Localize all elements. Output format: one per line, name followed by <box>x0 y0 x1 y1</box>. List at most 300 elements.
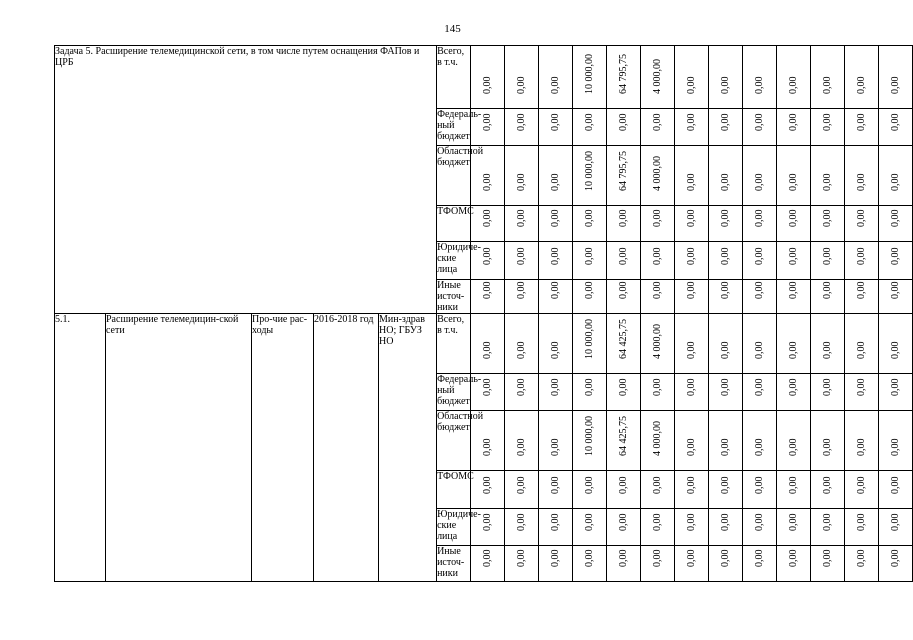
amount-value: 0,00 <box>549 281 561 299</box>
task-amount-cell <box>709 280 743 314</box>
task-amount-cell <box>573 280 607 314</box>
amount-value: 0,00 <box>787 76 799 94</box>
amount-value: 0,00 <box>855 76 867 94</box>
item-amount-cell <box>505 546 539 582</box>
amount-value: 0,00 <box>549 173 561 191</box>
task-amount-cell <box>777 46 811 109</box>
amount-value: 0,00 <box>753 113 765 131</box>
amount-value: 4 000,00 <box>651 421 663 456</box>
amount-value: 0,00 <box>481 173 493 191</box>
task-amount-cell <box>539 146 573 206</box>
amount-value: 0,00 <box>855 378 867 396</box>
item-amount-cell <box>471 314 505 374</box>
task-amount-cell <box>505 206 539 242</box>
task-amount-cell <box>641 109 675 146</box>
amount-value: 0,00 <box>889 513 901 531</box>
item-amount-cell <box>743 471 777 509</box>
amount-value: 0,00 <box>719 76 731 94</box>
amount-value: 0,00 <box>617 281 629 299</box>
amount-value: 0,00 <box>787 549 799 567</box>
item-amount-cell <box>641 374 675 411</box>
amount-value: 0,00 <box>549 476 561 494</box>
item-amount-cell <box>675 314 709 374</box>
amount-value: 0,00 <box>515 341 527 359</box>
task-amount-cell <box>743 46 777 109</box>
item-amount-cell <box>641 471 675 509</box>
item-amount-cell <box>505 471 539 509</box>
amount-value: 0,00 <box>515 113 527 131</box>
task-funding-source: Иные источ-ники <box>437 280 471 314</box>
item-amount-cell <box>471 374 505 411</box>
task-amount-cell <box>505 280 539 314</box>
item-amount-cell <box>811 546 845 582</box>
amount-value: 0,00 <box>787 378 799 396</box>
amount-value: 0,00 <box>719 549 731 567</box>
amount-value: 0,00 <box>821 173 833 191</box>
amount-value: 0,00 <box>583 209 595 227</box>
item-amount-cell <box>743 314 777 374</box>
amount-value: 0,00 <box>855 173 867 191</box>
item-amount-cell <box>811 509 845 546</box>
amount-value: 0,00 <box>719 341 731 359</box>
task-amount-cell <box>471 280 505 314</box>
amount-value: 4 000,00 <box>651 59 663 94</box>
amount-value: 10 000,00 <box>583 319 595 359</box>
task-amount-cell <box>573 109 607 146</box>
amount-value: 0,00 <box>889 549 901 567</box>
amount-value: 0,00 <box>787 513 799 531</box>
amount-value: 64 425,75 <box>617 319 629 359</box>
task-amount-cell <box>471 146 505 206</box>
amount-value: 0,00 <box>889 209 901 227</box>
item-amount-cell <box>573 374 607 411</box>
item-amount-cell <box>777 411 811 471</box>
amount-value: 0,00 <box>617 513 629 531</box>
task-amount-cell <box>641 146 675 206</box>
amount-value: 64 795,75 <box>617 151 629 191</box>
amount-value: 0,00 <box>855 438 867 456</box>
amount-value: 0,00 <box>787 173 799 191</box>
task-amount-cell <box>743 206 777 242</box>
item-amount-cell <box>777 374 811 411</box>
item-amount-cell <box>607 546 641 582</box>
amount-value: 0,00 <box>855 513 867 531</box>
amount-value: 0,00 <box>719 247 731 265</box>
item-amount-cell <box>573 509 607 546</box>
task-amount-cell <box>811 146 845 206</box>
task-amount-cell <box>505 146 539 206</box>
amount-value: 0,00 <box>821 341 833 359</box>
item-funding-source: Всего, в т.ч. <box>437 314 471 374</box>
amount-value: 0,00 <box>685 341 697 359</box>
item-amount-cell <box>879 471 913 509</box>
amount-value: 0,00 <box>617 209 629 227</box>
amount-value: 0,00 <box>583 113 595 131</box>
item-amount-cell <box>743 509 777 546</box>
task-amount-cell <box>709 242 743 280</box>
amount-value: 0,00 <box>515 173 527 191</box>
task-amount-cell <box>471 46 505 109</box>
item-amount-cell <box>641 411 675 471</box>
item-amount-cell <box>743 546 777 582</box>
amount-value: 0,00 <box>889 76 901 94</box>
amount-value: 0,00 <box>719 209 731 227</box>
amount-value: 0,00 <box>855 247 867 265</box>
amount-value: 0,00 <box>889 173 901 191</box>
item-amount-cell <box>845 509 879 546</box>
amount-value: 0,00 <box>583 549 595 567</box>
task-amount-cell <box>573 146 607 206</box>
task-amount-cell <box>845 109 879 146</box>
item-amount-cell <box>709 509 743 546</box>
item-amount-cell <box>471 471 505 509</box>
amount-value: 0,00 <box>685 513 697 531</box>
item-funding-source: Областной бюджет <box>437 411 471 471</box>
task-amount-cell <box>471 206 505 242</box>
budget-table-body <box>55 46 913 582</box>
item-amount-cell <box>607 314 641 374</box>
amount-value: 0,00 <box>855 476 867 494</box>
item-amount-cell <box>845 471 879 509</box>
task-funding-source: ТФОМС <box>437 206 471 242</box>
amount-value: 0,00 <box>685 247 697 265</box>
item-amount-cell <box>675 411 709 471</box>
amount-value: 0,00 <box>685 173 697 191</box>
task-amount-cell <box>709 146 743 206</box>
task-amount-cell <box>879 146 913 206</box>
amount-value: 0,00 <box>549 513 561 531</box>
amount-value: 0,00 <box>821 209 833 227</box>
task-amount-cell <box>539 242 573 280</box>
amount-value: 0,00 <box>855 549 867 567</box>
item-amount-cell <box>811 471 845 509</box>
amount-value: 0,00 <box>481 113 493 131</box>
task-amount-cell <box>675 109 709 146</box>
item-amount-cell <box>539 471 573 509</box>
amount-value: 64 425,75 <box>617 416 629 456</box>
task-amount-cell <box>607 206 641 242</box>
amount-value: 0,00 <box>549 438 561 456</box>
amount-value: 0,00 <box>583 513 595 531</box>
amount-value: 0,00 <box>753 476 765 494</box>
amount-value: 0,00 <box>481 281 493 299</box>
item-amount-cell <box>879 546 913 582</box>
amount-value: 0,00 <box>821 438 833 456</box>
task-amount-cell <box>539 280 573 314</box>
item-amount-cell <box>777 314 811 374</box>
task-amount-cell <box>641 242 675 280</box>
task-row <box>55 46 913 109</box>
amount-value: 0,00 <box>787 438 799 456</box>
amount-value: 0,00 <box>651 113 663 131</box>
task-amount-cell <box>607 280 641 314</box>
item-amount-cell <box>675 471 709 509</box>
task-amount-cell <box>539 109 573 146</box>
task-amount-cell <box>641 206 675 242</box>
item-amount-cell <box>675 509 709 546</box>
amount-value: 0,00 <box>719 513 731 531</box>
amount-value: 10 000,00 <box>583 416 595 456</box>
amount-value: 0,00 <box>583 247 595 265</box>
item-amount-cell <box>573 546 607 582</box>
item-amount-cell <box>539 374 573 411</box>
item-amount-cell <box>607 374 641 411</box>
item-expense-type: Про-чие рас-ходы <box>252 314 314 582</box>
item-amount-cell <box>505 509 539 546</box>
task-amount-cell <box>777 109 811 146</box>
task-amount-cell <box>811 280 845 314</box>
task-amount-cell <box>845 46 879 109</box>
amount-value: 0,00 <box>481 341 493 359</box>
task-amount-cell <box>573 242 607 280</box>
item-amount-cell <box>709 471 743 509</box>
amount-value: 0,00 <box>549 341 561 359</box>
amount-value: 0,00 <box>889 378 901 396</box>
item-period: 2016-2018 год <box>314 314 379 582</box>
task-amount-cell <box>675 46 709 109</box>
amount-value: 0,00 <box>855 341 867 359</box>
task-amount-cell <box>777 206 811 242</box>
item-amount-cell <box>539 509 573 546</box>
item-amount-cell <box>879 314 913 374</box>
item-amount-cell <box>845 314 879 374</box>
task-amount-cell <box>845 242 879 280</box>
task-amount-cell <box>811 46 845 109</box>
item-amount-cell <box>505 374 539 411</box>
item-amount-cell <box>777 471 811 509</box>
budget-table <box>54 45 913 582</box>
amount-value: 0,00 <box>719 476 731 494</box>
amount-value: 0,00 <box>821 549 833 567</box>
amount-value: 0,00 <box>685 76 697 94</box>
item-amount-cell <box>709 374 743 411</box>
item-amount-cell <box>811 411 845 471</box>
amount-value: 0,00 <box>515 438 527 456</box>
task-amount-cell <box>607 146 641 206</box>
task-title: Задача 5. Расширение телемедицинской сети, в том числе путем оснащения ФАПов и ЦРБ <box>55 46 437 314</box>
amount-value: 0,00 <box>821 76 833 94</box>
amount-value: 0,00 <box>787 341 799 359</box>
page-number: 145 <box>444 23 461 35</box>
amount-value: 0,00 <box>753 173 765 191</box>
amount-value: 0,00 <box>685 476 697 494</box>
amount-value: 4 000,00 <box>651 156 663 191</box>
task-amount-cell <box>641 280 675 314</box>
task-amount-cell <box>607 242 641 280</box>
item-amount-cell <box>845 546 879 582</box>
amount-value: 0,00 <box>481 438 493 456</box>
amount-value: 0,00 <box>889 341 901 359</box>
amount-value: 0,00 <box>549 76 561 94</box>
item-amount-cell <box>709 314 743 374</box>
amount-value: 0,00 <box>549 247 561 265</box>
amount-value: 0,00 <box>583 378 595 396</box>
amount-value: 0,00 <box>651 513 663 531</box>
amount-value: 0,00 <box>685 281 697 299</box>
amount-value: 0,00 <box>583 476 595 494</box>
amount-value: 0,00 <box>719 173 731 191</box>
amount-value: 0,00 <box>617 378 629 396</box>
item-amount-cell <box>777 546 811 582</box>
item-amount-cell <box>607 411 641 471</box>
task-amount-cell <box>675 242 709 280</box>
task-amount-cell <box>505 109 539 146</box>
amount-value: 0,00 <box>719 438 731 456</box>
item-name: Расширение телемедицин-ской сети <box>106 314 252 582</box>
amount-value: 0,00 <box>481 76 493 94</box>
task-amount-cell <box>743 280 777 314</box>
amount-value: 0,00 <box>549 549 561 567</box>
item-amount-cell <box>811 374 845 411</box>
item-amount-cell <box>709 411 743 471</box>
item-amount-cell <box>573 471 607 509</box>
amount-value: 10 000,00 <box>583 54 595 94</box>
amount-value: 0,00 <box>651 247 663 265</box>
amount-value: 0,00 <box>685 378 697 396</box>
amount-value: 0,00 <box>889 247 901 265</box>
amount-value: 0,00 <box>719 113 731 131</box>
task-amount-cell <box>709 109 743 146</box>
item-funding-source: Федераль-ный бюджет <box>437 374 471 411</box>
task-amount-cell <box>743 146 777 206</box>
amount-value: 0,00 <box>651 476 663 494</box>
task-amount-cell <box>607 109 641 146</box>
amount-value: 0,00 <box>515 76 527 94</box>
item-row <box>55 314 913 374</box>
item-funding-source: ТФОМС <box>437 471 471 509</box>
task-amount-cell <box>845 206 879 242</box>
amount-value: 0,00 <box>481 209 493 227</box>
item-amount-cell <box>471 411 505 471</box>
amount-value: 0,00 <box>753 281 765 299</box>
amount-value: 0,00 <box>515 209 527 227</box>
amount-value: 0,00 <box>787 476 799 494</box>
task-funding-source: Областной бюджет <box>437 146 471 206</box>
amount-value: 0,00 <box>515 247 527 265</box>
amount-value: 0,00 <box>753 209 765 227</box>
amount-value: 0,00 <box>855 281 867 299</box>
item-amount-cell <box>539 411 573 471</box>
amount-value: 0,00 <box>617 476 629 494</box>
amount-value: 0,00 <box>753 247 765 265</box>
amount-value: 0,00 <box>651 209 663 227</box>
amount-value: 0,00 <box>821 513 833 531</box>
item-amount-cell <box>573 314 607 374</box>
task-amount-cell <box>879 206 913 242</box>
task-amount-cell <box>811 109 845 146</box>
amount-value: 0,00 <box>481 476 493 494</box>
amount-value: 0,00 <box>549 209 561 227</box>
amount-value: 0,00 <box>617 549 629 567</box>
task-amount-cell <box>777 280 811 314</box>
task-amount-cell <box>879 109 913 146</box>
item-amount-cell <box>879 374 913 411</box>
amount-value: 0,00 <box>651 281 663 299</box>
amount-value: 0,00 <box>515 513 527 531</box>
task-amount-cell <box>573 46 607 109</box>
amount-value: 0,00 <box>617 247 629 265</box>
task-amount-cell <box>539 46 573 109</box>
task-amount-cell <box>709 206 743 242</box>
amount-value: 0,00 <box>481 378 493 396</box>
amount-value: 0,00 <box>685 549 697 567</box>
item-amount-cell <box>505 314 539 374</box>
task-amount-cell <box>675 146 709 206</box>
item-amount-cell <box>641 314 675 374</box>
amount-value: 0,00 <box>583 281 595 299</box>
amount-value: 0,00 <box>719 378 731 396</box>
item-amount-cell <box>539 546 573 582</box>
amount-value: 0,00 <box>515 476 527 494</box>
amount-value: 0,00 <box>753 513 765 531</box>
item-amount-cell <box>607 471 641 509</box>
task-amount-cell <box>607 46 641 109</box>
amount-value: 0,00 <box>821 378 833 396</box>
task-amount-cell <box>675 206 709 242</box>
amount-value: 10 000,00 <box>583 151 595 191</box>
task-funding-source: Всего, в т.ч. <box>437 46 471 109</box>
amount-value: 0,00 <box>719 281 731 299</box>
task-amount-cell <box>743 242 777 280</box>
task-amount-cell <box>845 280 879 314</box>
amount-value: 0,00 <box>855 113 867 131</box>
amount-value: 0,00 <box>855 209 867 227</box>
task-amount-cell <box>675 280 709 314</box>
item-amount-cell <box>709 546 743 582</box>
item-amount-cell <box>845 411 879 471</box>
task-amount-cell <box>505 46 539 109</box>
amount-value: 0,00 <box>889 438 901 456</box>
task-amount-cell <box>777 242 811 280</box>
task-amount-cell <box>879 280 913 314</box>
amount-value: 0,00 <box>685 438 697 456</box>
amount-value: 0,00 <box>481 513 493 531</box>
item-executor: Мин-здрав НО; ГБУЗ НО <box>379 314 437 582</box>
task-amount-cell <box>879 46 913 109</box>
amount-value: 0,00 <box>787 113 799 131</box>
task-amount-cell <box>845 146 879 206</box>
task-amount-cell <box>879 242 913 280</box>
amount-value: 0,00 <box>651 378 663 396</box>
item-amount-cell <box>539 314 573 374</box>
task-amount-cell <box>505 242 539 280</box>
amount-value: 0,00 <box>753 438 765 456</box>
amount-value: 0,00 <box>515 378 527 396</box>
amount-value: 0,00 <box>549 378 561 396</box>
item-amount-cell <box>743 411 777 471</box>
amount-value: 64 795,75 <box>617 54 629 94</box>
task-amount-cell <box>641 46 675 109</box>
task-amount-cell <box>743 109 777 146</box>
item-amount-cell <box>879 411 913 471</box>
item-amount-cell <box>505 411 539 471</box>
item-amount-cell <box>607 509 641 546</box>
task-amount-cell <box>709 46 743 109</box>
amount-value: 0,00 <box>651 549 663 567</box>
task-amount-cell <box>777 146 811 206</box>
amount-value: 4 000,00 <box>651 324 663 359</box>
item-number: 5.1. <box>55 314 106 582</box>
item-amount-cell <box>777 509 811 546</box>
amount-value: 0,00 <box>515 281 527 299</box>
amount-value: 0,00 <box>787 281 799 299</box>
amount-value: 0,00 <box>515 549 527 567</box>
task-amount-cell <box>573 206 607 242</box>
amount-value: 0,00 <box>821 247 833 265</box>
task-amount-cell <box>471 242 505 280</box>
amount-value: 0,00 <box>617 113 629 131</box>
amount-value: 0,00 <box>821 476 833 494</box>
